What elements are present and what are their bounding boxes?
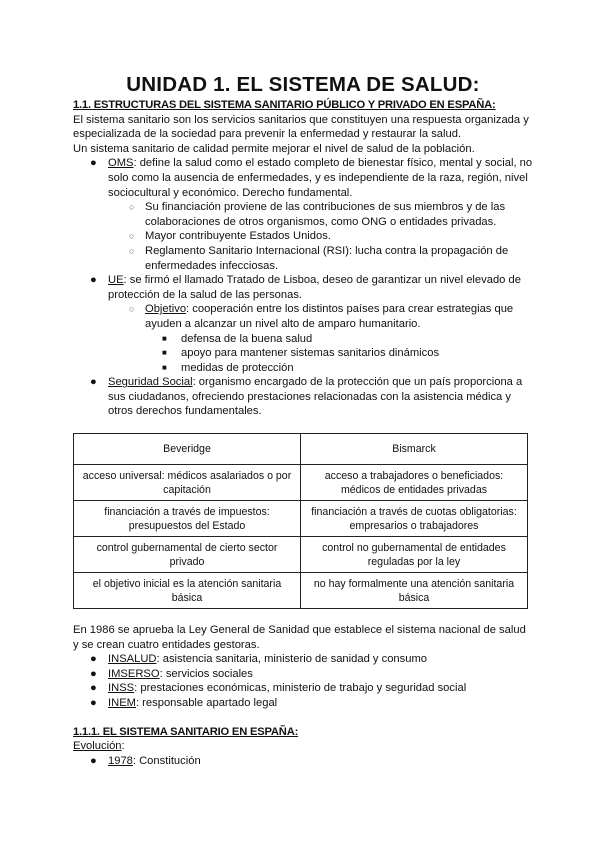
text: : organismo encargado de la protección que un país proporciona a sus ciudadanos, ofreciendo prestaciones relacionadas con la asistencia médica y otros derechos fundamentales. (108, 376, 523, 418)
table-cell: financiación a través de impuestos: presupuestos del Estado (74, 501, 301, 537)
text: Mayor contribuyente Estados Unidos. (145, 230, 331, 243)
list-item-seguridad-social (73, 375, 533, 419)
bullet-icon: ● (90, 667, 97, 680)
text: : servicios sociales (159, 667, 253, 680)
term: Evolución (73, 740, 122, 753)
table-row (74, 465, 528, 501)
list-item (73, 667, 533, 682)
list-item (73, 754, 533, 769)
table-cell: acceso a trabajadores o beneficiados: médicos de entidades privadas (301, 465, 528, 501)
square-bullet-icon: ■ (162, 348, 167, 358)
paragraph: Un sistema sanitario de calidad permite mejorar el nivel de salud de la población. (73, 142, 475, 155)
term: INEM (108, 697, 136, 710)
text: Reglamento Sanitario Internacional (RSI): lucha contra la propagación de enfermedades infecciosas. (145, 244, 509, 272)
bullet-icon: ● (90, 653, 97, 666)
term: 1978 (108, 754, 133, 767)
list-item (73, 681, 533, 696)
table-cell: el objetivo inicial es la atención sanitaria básica (74, 573, 301, 609)
text: : asistencia sanitaria, ministerio de sanidad y consumo (156, 653, 427, 666)
table-row (74, 573, 528, 609)
text: defensa de la buena salud (181, 332, 313, 345)
circle-bullet-icon: ○ (129, 304, 135, 315)
paragraph: En 1986 se aprueba la Ley General de Sanidad que establece el sistema nacional de salud y se crean cuatro entidades gestoras. (73, 624, 526, 651)
list-item (73, 332, 533, 347)
term: INSS (108, 682, 135, 695)
evolucion-label (73, 739, 533, 754)
bullet-icon: ● (90, 754, 97, 767)
bullet-icon: ● (90, 697, 97, 710)
term: INSALUD (108, 653, 157, 666)
header-cell: Beveridge (74, 434, 301, 465)
page-title: UNIDAD 1. EL SISTEMA DE SALUD: (126, 73, 480, 96)
table-row (74, 537, 528, 573)
table-cell: control no gubernamental de entidades reguladas por la ley (301, 537, 528, 573)
text: : prestaciones económicas, ministerio de trabajo y seguridad social (134, 682, 467, 695)
text: : responsable apartado legal (135, 697, 278, 710)
circle-bullet-icon: ○ (129, 231, 135, 242)
circle-bullet-icon: ○ (129, 245, 135, 256)
square-bullet-icon: ■ (162, 333, 167, 343)
term: Seguridad Social (108, 376, 193, 389)
list-item (73, 244, 533, 273)
circle-bullet-icon: ○ (129, 202, 135, 213)
list-item (73, 361, 533, 376)
table-row (74, 501, 528, 537)
list-item (73, 696, 533, 711)
bullet-icon: ● (90, 157, 97, 170)
paragraph: El sistema sanitario son los servicios sanitarios que constituyen una respuesta organizada y especializada de la sociedad para prevenir la enfermedad y restaurar la salud. (73, 113, 529, 141)
list-item-oms (73, 156, 533, 200)
text: : se firmó el llamado Tratado de Lisboa, deseo de garantizar un nivel elevado de protección de la salud de las personas. (108, 274, 521, 301)
table-header-row (74, 434, 528, 465)
section-heading: 1.1. ESTRUCTURAS DEL SISTEMA SANITARIO PÚBLICO Y PRIVADO EN ESPAÑA: (73, 99, 496, 111)
list-item (73, 346, 533, 361)
list-item (73, 200, 533, 229)
text: : Constitución (132, 754, 201, 767)
text: Su financiación proviene de las contribuciones de sus miembros y de las colaboraciones de otros organismos, como ONG o entidades privadas. (145, 201, 506, 228)
list-item (73, 652, 533, 667)
table-cell: no hay formalmente una atención sanitaria básica (301, 573, 528, 609)
text: : cooperación entre los distintos países para crear estrategias que ayuden a alcanzar un nivel alto de amparo humanitario. (145, 303, 514, 330)
term: OMS (108, 157, 134, 170)
list-item-objetivo (73, 302, 533, 331)
list-item (73, 229, 533, 244)
bullet-icon: ● (90, 376, 97, 389)
table-cell: financiación a través de cuotas obligatorias: empresarios o trabajadores (301, 501, 528, 537)
square-bullet-icon: ■ (162, 362, 167, 372)
text: : define la salud como el estado completo de bienestar físico, mental y social, no solo como la ausencia de enfermedades, y es independiente de la raza, región, nivel sociocultural y económico. Derecho fundamental. (108, 157, 533, 199)
header-cell: Bismarck (301, 434, 528, 465)
table-cell: control gubernamental de cierto sector privado (74, 537, 301, 573)
text: : (121, 740, 125, 753)
term: Objetivo (145, 303, 187, 316)
comparison-table (73, 433, 528, 609)
table-cell: acceso universal: médicos asalariados o por capitación (74, 465, 301, 501)
bullet-icon: ● (90, 682, 97, 695)
bullet-icon: ● (90, 274, 97, 287)
section-heading: 1.1.1. EL SISTEMA SANITARIO EN ESPAÑA: (73, 725, 299, 738)
text: apoyo para mantener sistemas sanitarios dinámicos (181, 347, 440, 360)
term: IMSERSO (108, 667, 160, 680)
term: UE (108, 274, 124, 287)
text: medidas de protección (181, 361, 294, 374)
document-page (73, 72, 533, 768)
list-item-ue (73, 273, 533, 302)
